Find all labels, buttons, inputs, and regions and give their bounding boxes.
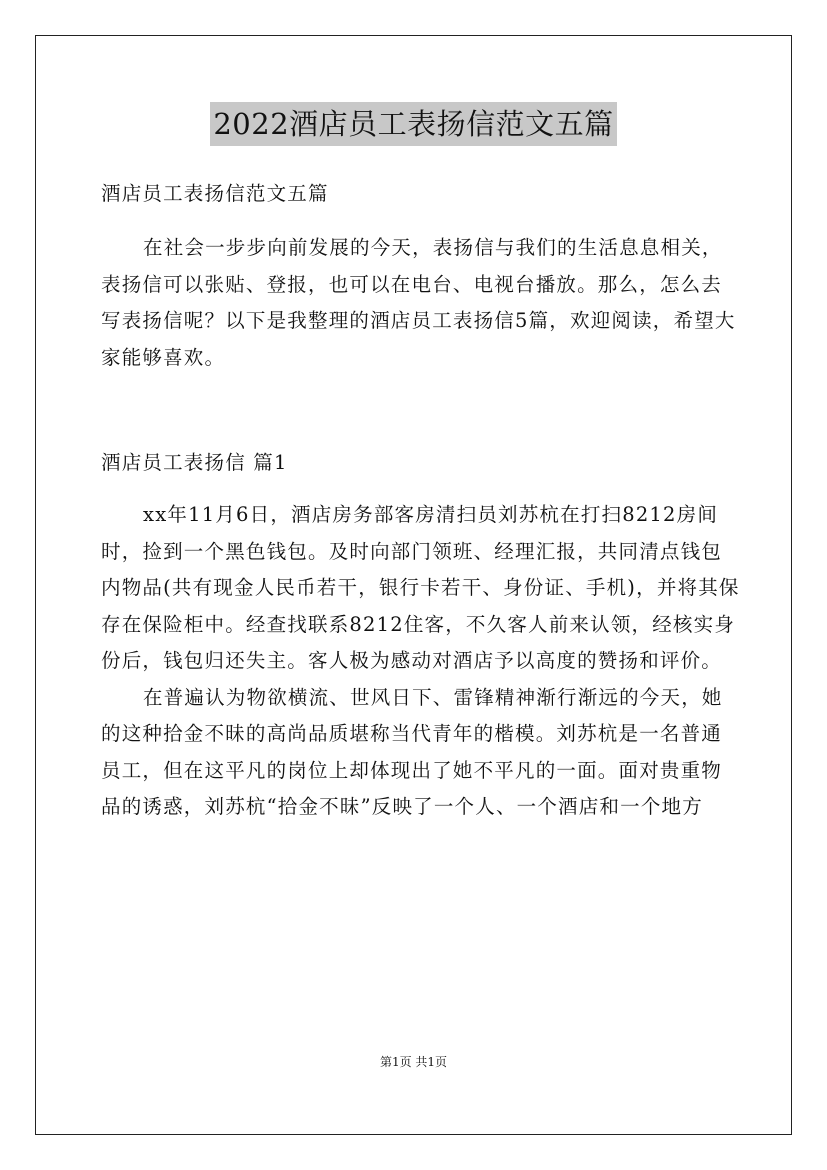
page-number: 第1页 共1页 <box>379 1055 448 1069</box>
subtitle: 酒店员工表扬信范文五篇 <box>101 182 329 205</box>
body-paragraph: xx年11月6日，酒店房务部客房清扫员刘苏杭在打扫8212房间时，捡到一个黑色钱包。及时向部门领班、经理汇报，共同清点钱包内物品(共有现金人民币若干，银行卡若干、身份证、手机)，并将其保存在保险柜中。经查找联系8212住客，不久客人前来认领，经核实身份后，钱包归还失主。客人极为感动对酒店予以高度的赞扬和评价。 <box>101 503 740 672</box>
document-title: 2022酒店员工表扬信范文五篇 <box>210 102 616 146</box>
section-heading: 酒店员工表扬信 篇1 <box>101 451 288 474</box>
title-container <box>0 102 827 146</box>
intro-paragraph: 在社会一步步向前发展的今天，表扬信与我们的生活息息相关，表扬信可以张贴、登报，也可以在电台、电视台播放。那么，怎么去写表扬信呢？以下是我整理的酒店员工表扬信5篇，欢迎阅读，希望大家能够喜欢。 <box>101 236 736 369</box>
body-paragraph: 在普遍认为物欲横流、世风日下、雷锋精神渐行渐远的今天，她的这种拾金不昧的高尚品质堪称当代青年的楷模。刘苏杭是一名普通员工，但在这平凡的岗位上却体现出了她不平凡的一面。面对贵重物品的诱惑，刘苏杭“拾金不昧”反映了一个人、一个酒店和一个地方 <box>101 685 723 818</box>
document-body <box>101 176 741 826</box>
page-footer <box>0 1053 827 1070</box>
